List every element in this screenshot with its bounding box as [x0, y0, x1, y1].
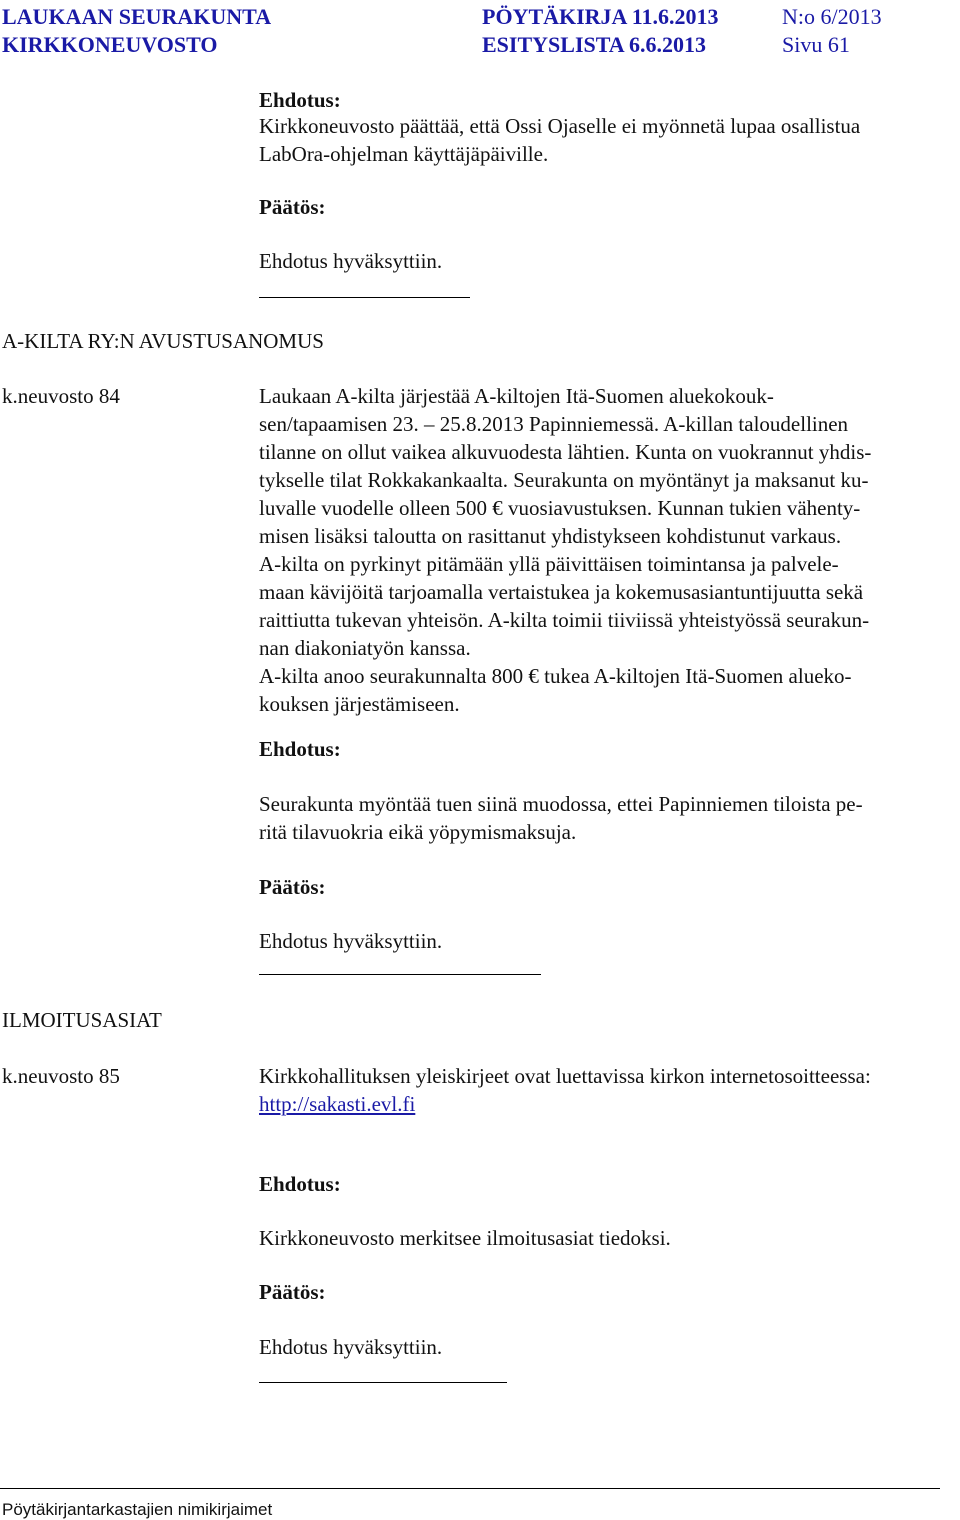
- body-line: kouksen järjestämiseen.: [259, 692, 460, 716]
- decision-label-1: Päätös:: [259, 195, 326, 219]
- body-line: misen lisäksi taloutta on rasittanut yhdistykseen kohdistunut varkaus.: [259, 524, 842, 548]
- proposal-label-84: Ehdotus:: [259, 737, 341, 761]
- body-line: raittiutta tukevan yhteisön. A-kilta toimii tiiviissä yhteistyössä seurakun-: [259, 608, 870, 632]
- proposal-text-84: [259, 790, 863, 846]
- separator-line: [259, 974, 541, 975]
- header-minutes-date: PÖYTÄKIRJA 11.6.2013: [482, 4, 719, 29]
- proposal-label-85: Ehdotus:: [259, 1172, 341, 1196]
- footer-divider: [0, 1488, 940, 1489]
- header-number: N:o 6/2013: [782, 4, 882, 29]
- proposal-line: Kirkkoneuvosto päättää, että Ossi Ojaselle ei myönnetä lupaa osallistua: [259, 114, 861, 138]
- proposal-line: Seurakunta myöntää tuen siinä muodossa, ettei Papinniemen tiloista pe-: [259, 792, 863, 816]
- proposal-text-1: [259, 112, 860, 168]
- body-line: A-kilta on pyrkinyt pitämään yllä päivittäisen toimintansa ja palvele-: [259, 552, 839, 576]
- sakasti-link[interactable]: http://sakasti.evl.fi: [259, 1092, 416, 1116]
- decision-text-84: Ehdotus hyväksyttiin.: [259, 929, 443, 953]
- section-heading-85: ILMOITUSASIAT: [2, 1008, 162, 1032]
- section-ref-84: k.neuvosto 84: [2, 384, 120, 408]
- body-line: tykselle tilat Rokkakankaalta. Seurakunta on myöntänyt ja maksanut ku-: [259, 468, 869, 492]
- separator-line: [259, 297, 470, 298]
- header-org: LAUKAAN SEURAKUNTA: [2, 4, 272, 29]
- header-agenda-date: ESITYSLISTA 6.6.2013: [482, 32, 706, 57]
- header-page: Sivu 61: [782, 32, 850, 57]
- header-body: KIRKKONEUVOSTO: [2, 32, 218, 57]
- section-heading-84: A-KILTA RY:N AVUSTUSANOMUS: [2, 329, 324, 353]
- proposal-label-1: Ehdotus:: [259, 88, 341, 112]
- proposal-text-85: Kirkkoneuvosto merkitsee ilmoitusasiat tiedoksi.: [259, 1226, 671, 1250]
- section-ref-85: k.neuvosto 85: [2, 1064, 120, 1088]
- body-line: nan diakoniatyön kanssa.: [259, 636, 471, 660]
- body-line: Laukaan A-kilta järjestää A-kiltojen Itä-Suomen aluekokouk-: [259, 384, 774, 408]
- body-line: tilanne on ollut vaikea alkuvuodesta lähtien. Kunta on vuokrannut yhdis-: [259, 440, 872, 464]
- section-body-84: [259, 382, 871, 718]
- decision-text-85: Ehdotus hyväksyttiin.: [259, 1335, 443, 1359]
- decision-text-1: Ehdotus hyväksyttiin.: [259, 249, 443, 273]
- body-line: maan kävijöitä tarjoamalla vertaistukea ja kokemusasiantuntijuutta sekä: [259, 580, 864, 604]
- body-line: A-kilta anoo seurakunnalta 800 € tukea A-kiltojen Itä-Suomen alueko-: [259, 664, 852, 688]
- proposal-line: LabOra-ohjelman käyttäjäpäiville.: [259, 142, 549, 166]
- body-line: sen/tapaamisen 23. – 25.8.2013 Papinniemessä. A-killan taloudellinen: [259, 412, 849, 436]
- decision-label-84: Päätös:: [259, 875, 326, 899]
- footer-text: Pöytäkirjantarkastajien nimikirjaimet: [2, 1500, 273, 1519]
- body-line: luvalle vuodelle olleen 500 € vuosiavustuksen. Kunnan tukien vähenty-: [259, 496, 861, 520]
- section-body-85: Kirkkohallituksen yleiskirjeet ovat luettavissa kirkon internetosoitteessa:: [259, 1064, 871, 1088]
- proposal-line: ritä tilavuokria eikä yöpymismaksuja.: [259, 820, 577, 844]
- separator-line: [259, 1382, 507, 1383]
- decision-label-85: Päätös:: [259, 1280, 326, 1304]
